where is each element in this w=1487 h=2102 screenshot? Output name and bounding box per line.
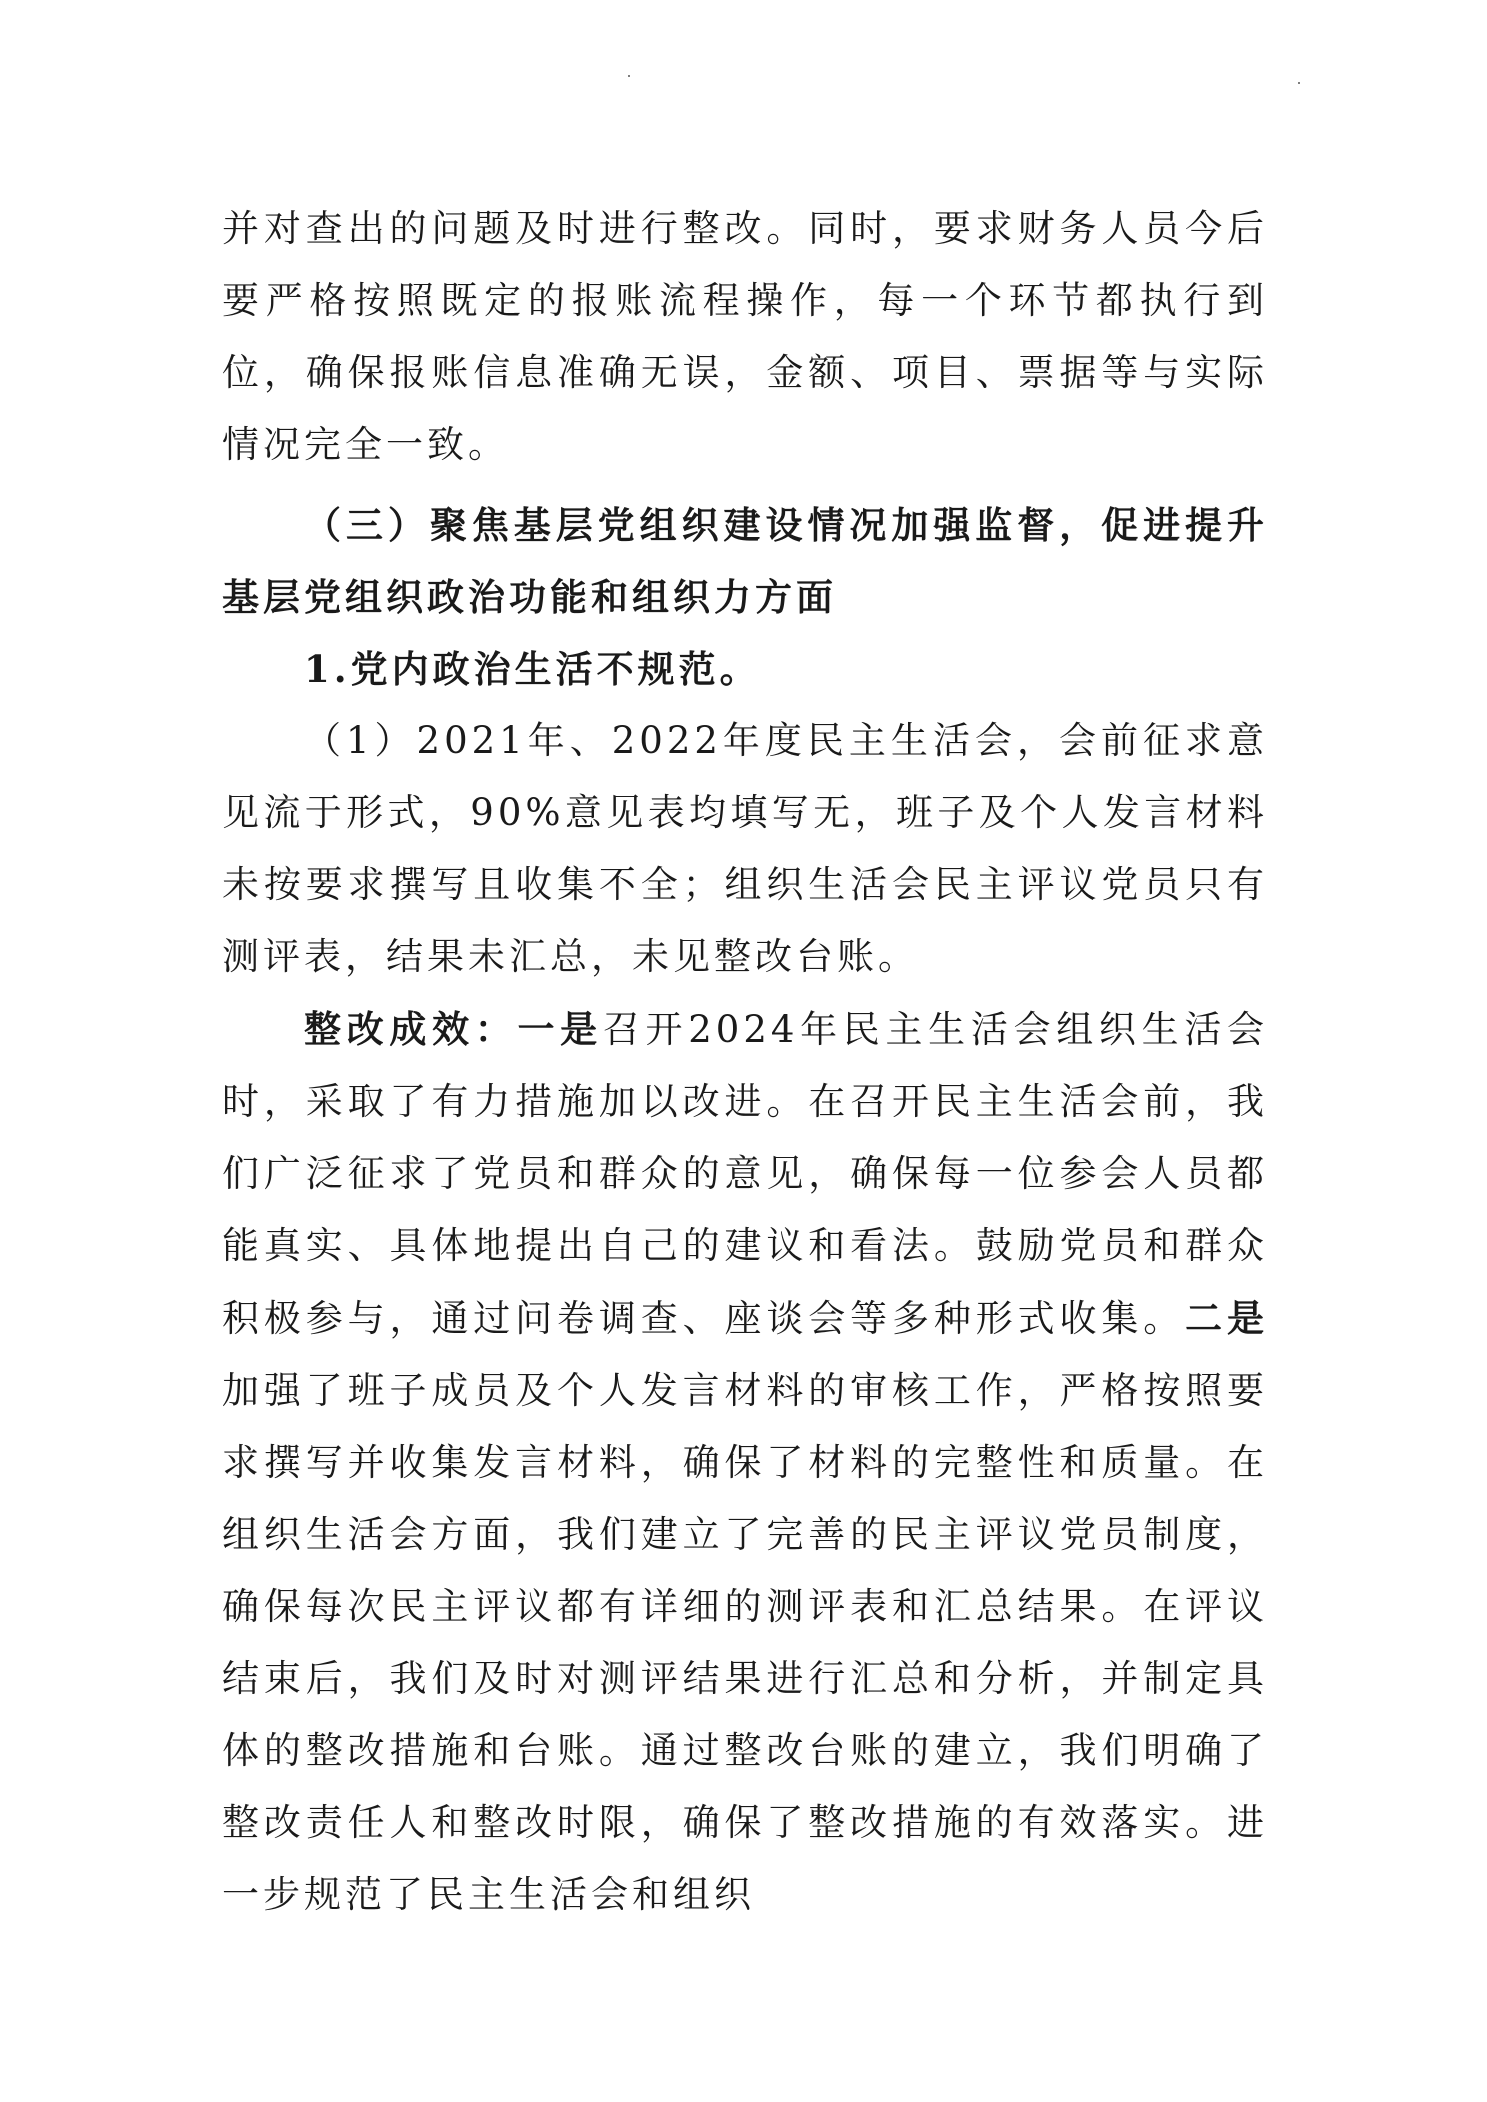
document-body bbox=[222, 193, 1268, 1931]
issue-paragraph: （1）2021年、2022年度民主生活会，会前征求意见流于形式，90%意见表均填写无，班子及个人发言材料未按要求撰写且收集不全；组织生活会民主评议党员只有测评表，结果未汇总，未见整改台账。 bbox=[222, 719, 1268, 978]
second-point-text: 加强了班子成员及个人发言材料的审核工作，严格按照要求撰写并收集发言材料，确保了材料的完整性和质量。在组织生活会方面，我们建立了完善的民主评议党员制度，确保每次民主评议都有详细的测评表和汇总结果。在评议结束后，我们及时对测评结果进行汇总和分析，并制定具体的整改措施和台账。通过整改台账的建立，我们明确了整改责任人和整改时限，确保了整改措施的有效落实。进一步规范了民主生活会和组织 bbox=[222, 1369, 1268, 1916]
item-title: 1.党内政治生活不规范。 bbox=[304, 647, 761, 691]
rectification-label: 整改成效： bbox=[304, 1007, 518, 1051]
scan-speck bbox=[1298, 82, 1300, 84]
rectification-paragraph bbox=[222, 993, 1268, 1931]
scan-speck bbox=[628, 75, 630, 77]
second-marker: 二是 bbox=[1185, 1296, 1268, 1340]
first-marker: 一是 bbox=[517, 1007, 603, 1051]
paragraph-continued: 并对查出的问题及时进行整改。同时，要求财务人员今后要严格按照既定的报账流程操作，每一个环节都执行到位，确保报账信息准确无误，金额、项目、票据等与实际情况完全一致。 bbox=[222, 207, 1268, 466]
section-heading: （三）聚焦基层党组织建设情况加强监督，促进提升基层党组织政治功能和组织力方面 bbox=[222, 503, 1268, 619]
first-point-text: 召开2024年民主生活会组织生活会时，采取了有力措施加以改进。在召开民主生活会前，我们广泛征求了党员和群众的意见，确保每一位参会人员都能真实、具体地提出自己的建议和看法。鼓励党员和群众积极参与，通过问卷调查、座谈会等多种形式收集。 bbox=[222, 1008, 1269, 1340]
